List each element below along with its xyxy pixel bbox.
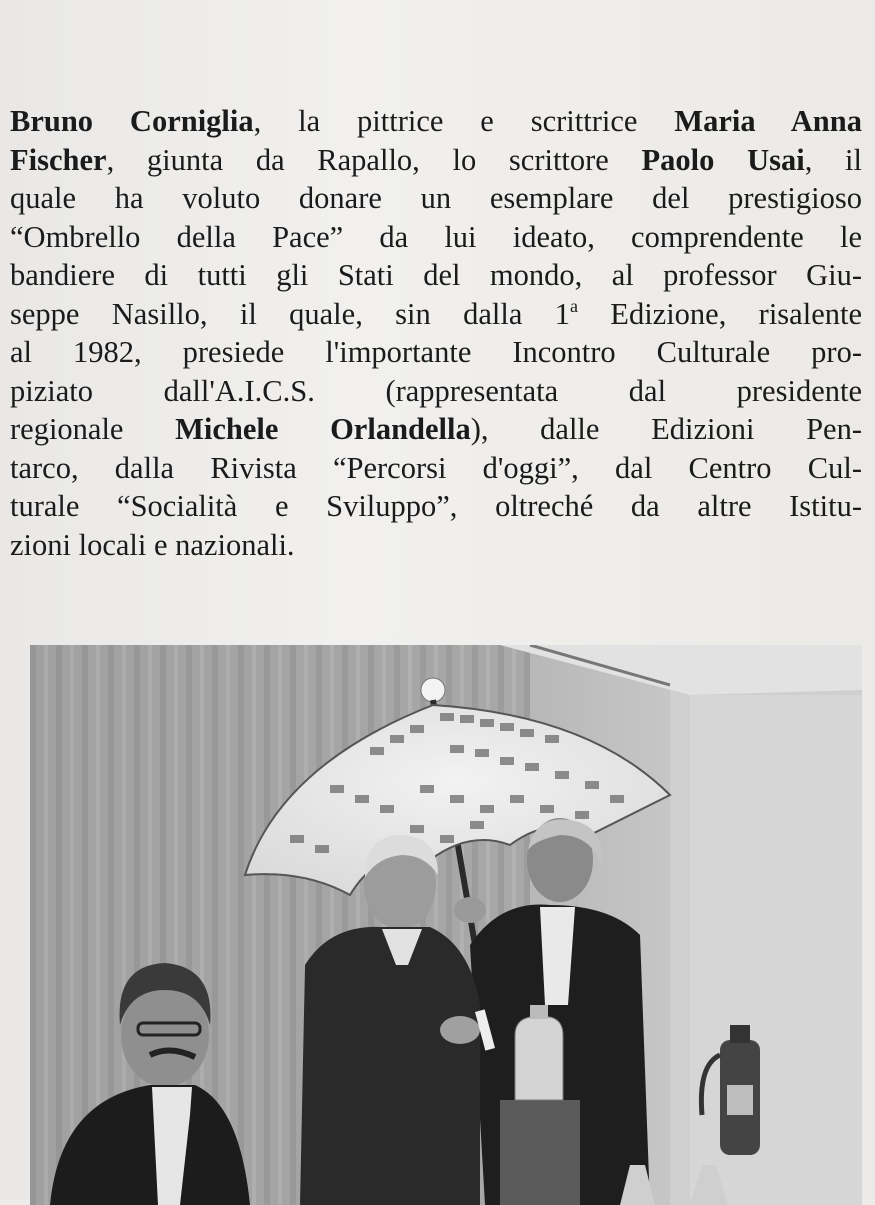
text-line: quale ha voluto donare un esemplare del prestigioso (10, 181, 862, 215)
bold-name: Michele Orlandella (175, 412, 471, 446)
ceremony-photo (30, 645, 862, 1205)
text-line: Bruno Corniglia, la pittrice e scrittrice Maria Anna (10, 104, 862, 138)
text-line: piziato dall'A.I.C.S. (rappresentata dal presidente (10, 373, 862, 408)
text-line: turale “Socialità e Sviluppo”, oltreché da altre Istitu- (10, 489, 862, 523)
ordinal-superscript: a (569, 295, 578, 316)
text-line: tarco, dalla Rivista “Percorsi d'oggi”, dal Centro Cul- (10, 450, 862, 485)
text-line: “Ombrello della Pace” da lui ideato, comprendente le (10, 219, 862, 254)
article-text (10, 102, 862, 564)
text-line: seppe Nasillo, il quale, sin dalla 1$^a$ Edizione, risalente (10, 295, 862, 331)
text-line: regionale Michele Orlandella), dalle Edizioni Pen- (10, 412, 862, 446)
bold-name: Maria Anna (674, 104, 862, 138)
text-line: Fischer, giunta da Rapallo, lo scrittore Paolo Usai, il (10, 142, 862, 177)
bold-name: Paolo Usai (641, 142, 805, 177)
text-line: al 1982, presiede l'importante Incontro Culturale pro- (10, 335, 862, 369)
photo-image (30, 645, 862, 1205)
text-line: zioni locali e nazionali. (10, 527, 295, 562)
text-line: bandiere di tutti gli Stati del mondo, al professor Giu- (10, 258, 862, 292)
bold-name: Fischer (10, 142, 107, 177)
bold-name: Bruno Corniglia (10, 104, 254, 138)
